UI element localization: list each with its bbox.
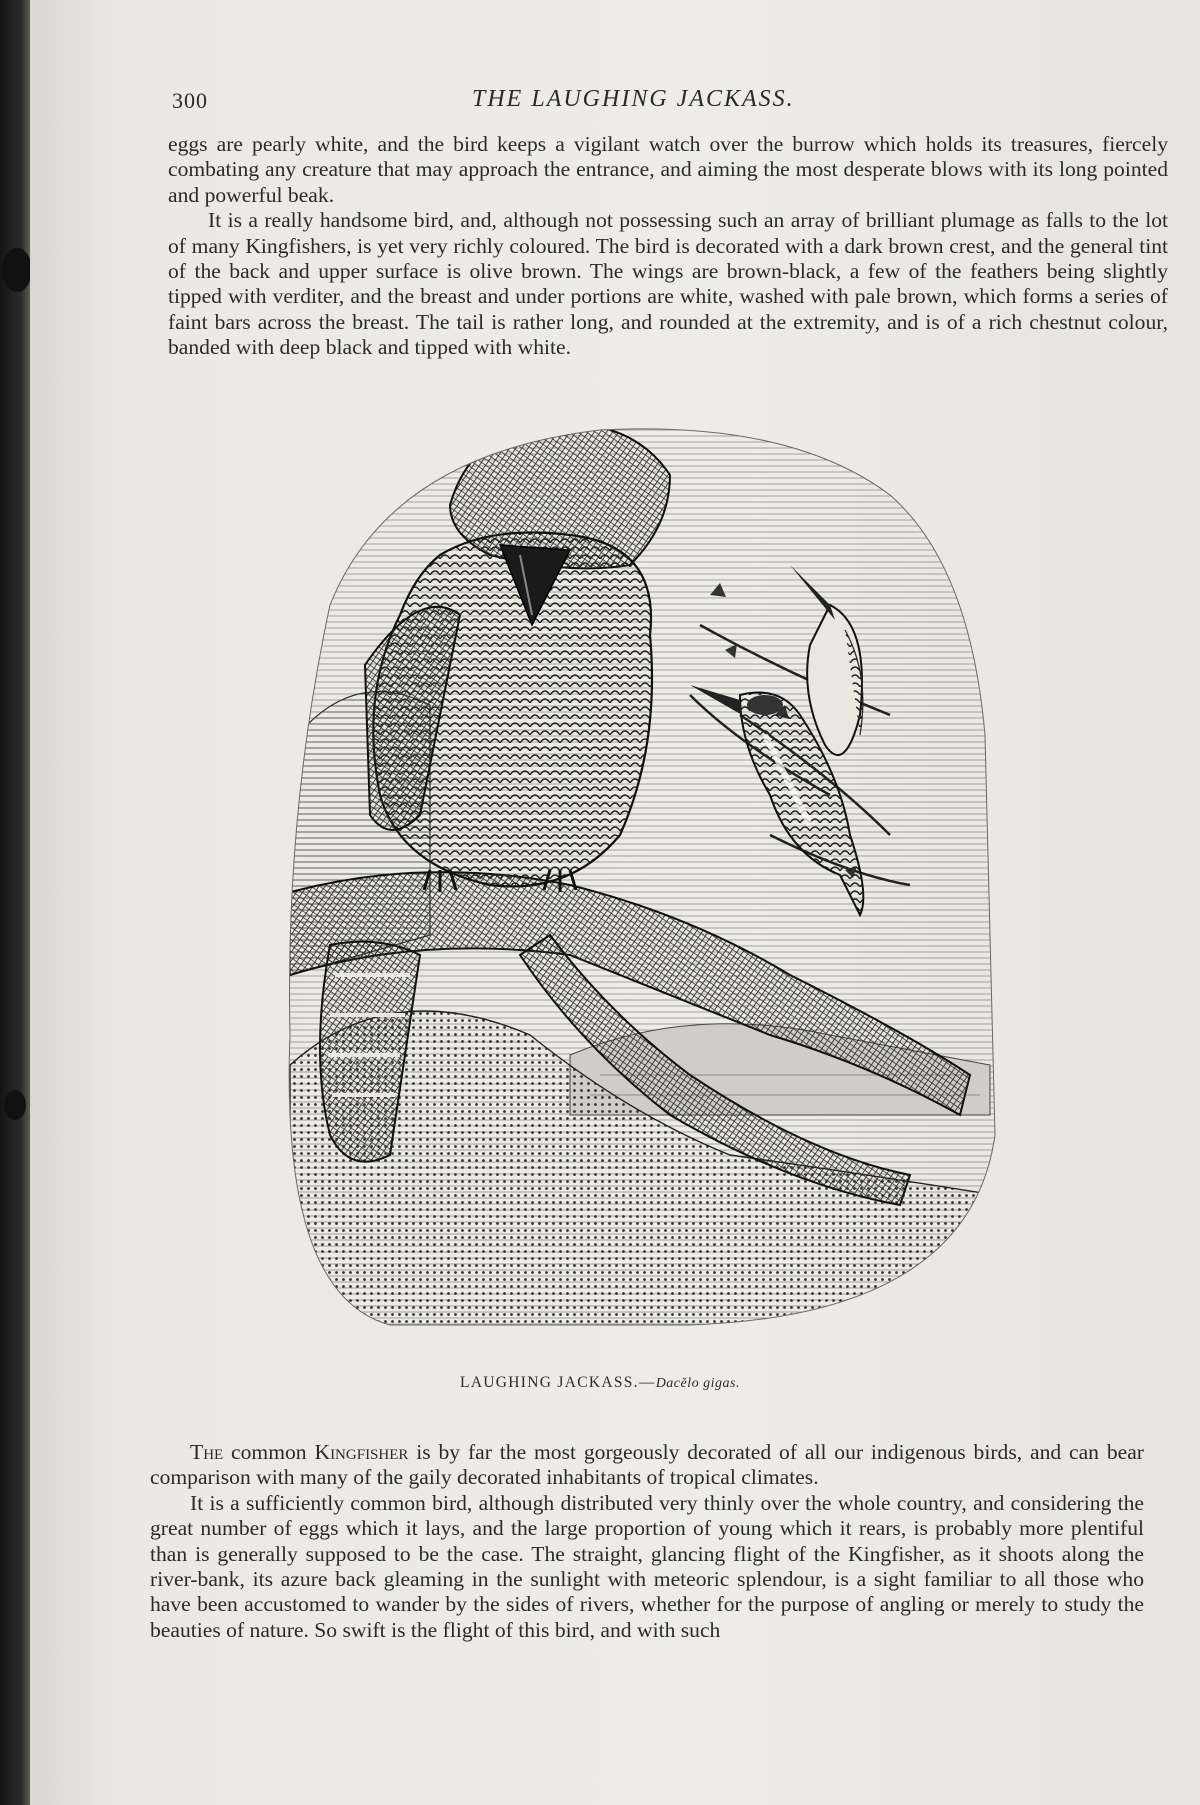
smallcaps-term: Kingfisher: [314, 1440, 409, 1464]
drop-word: The: [190, 1440, 224, 1464]
running-title: THE LAUGHING JACKASS.: [472, 86, 795, 112]
binding-hole-mark: [4, 1090, 26, 1120]
paragraph: eggs are pearly white, and the bird keeps a vigilant watch over the burrow which holds its treasures, fiercely combating any creature that may approach the entrance, and aiming the most desperate blows with its long pointed and powerful beak.: [168, 132, 1168, 207]
engraving-vignette: [270, 415, 1020, 1340]
paragraph: [150, 1440, 1144, 1491]
caption-common-name: LAUGHING JACKASS.—: [460, 1374, 656, 1391]
bottom-text-block: [150, 1440, 1144, 1643]
page-header: [172, 86, 1172, 122]
illustration-caption: [300, 1374, 900, 1392]
caption-latin-name: Dacĕlo gigas.: [655, 1376, 740, 1391]
paragraph-text: is by far the most gorgeously decorated of all our indigenous birds, and can bear comparison with many of the gaily decorated inhabitants of tropical climates.: [150, 1440, 1144, 1490]
paragraph: It is a sufficiently common bird, although distributed very thinly over the whole country, and considering the great number of eggs which it lays, and the large proportion of young which it rears, is probably more plentiful than is generally supposed to be the case. The straight, glancing flight of the Kingfisher, as it shoots along the river-bank, its azure back gleaming in the sunlight with meteoric splendour, is a sight familiar to all those who have been accustomed to wander by the sides of rivers, whether for the purpose of angling or merely to study the beauties of nature. So swift is the flight of this bird, and with such: [150, 1490, 1144, 1642]
page-number: 300: [172, 88, 208, 113]
laughing-jackass-engraving: [270, 415, 1020, 1340]
paragraph-text: common: [223, 1440, 315, 1464]
top-text-block: [168, 132, 1168, 361]
paragraph: It is a really handsome bird, and, although not possessing such an array of brilliant plumage as falls to the lot of many Kingfishers, is yet very richly coloured. The bird is decorated with a dark brown crest, and the general tint of the back and upper surface is olive brown. The wings are brown-black, a few of the feathers being slightly tipped with verditer, and the breast and under portions are white, washed with pale brown, which forms a series of faint bars across the breast. The tail is rather long, and rounded at the extremity, and is of a rich chestnut colour, banded with deep black and tipped with white.: [168, 208, 1168, 360]
binding-hole-mark: [2, 248, 32, 292]
